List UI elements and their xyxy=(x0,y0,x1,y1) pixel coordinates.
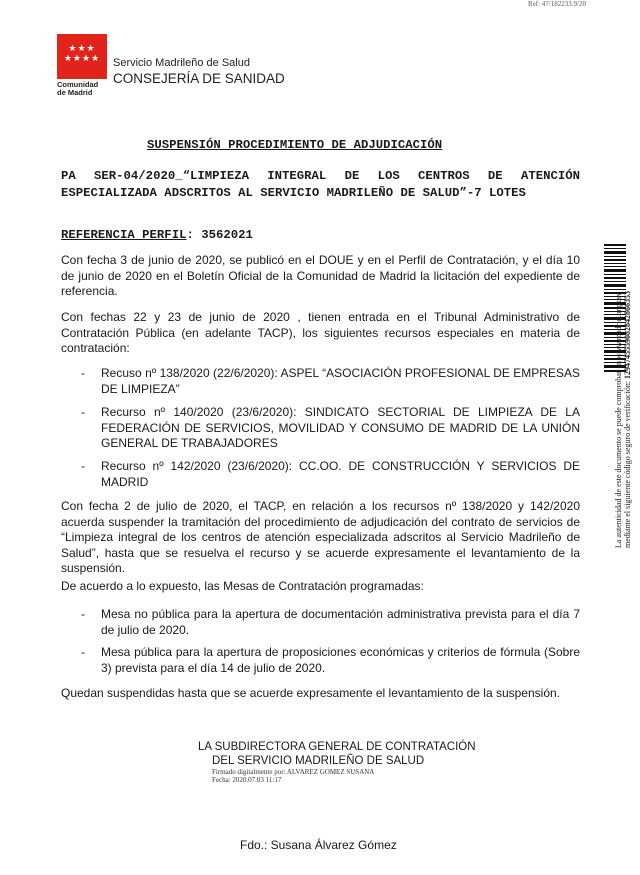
comunidad-madrid-logo xyxy=(57,34,107,79)
signatory-title: LA SUBDIRECTORA GENERAL DE CONTRATACIÓN xyxy=(198,741,476,753)
list-item-mesa-1: Mesa no pública para la apertura de documentación administrativa prevista para el día 7 de julio de 2020. xyxy=(101,607,580,637)
profile-reference xyxy=(61,228,253,242)
department-name: CONSEJERÍA DE SANIDAD xyxy=(113,71,285,86)
signatory-organization: DEL SERVICIO MADRILEÑO DE SALUD xyxy=(212,755,425,767)
list-item-recurso-3: Recurso nº 142/2020 (23/6/2020): CC.OO. DE CONSTRUCCIÓN Y SERVICIOS DE MADRID xyxy=(101,459,580,489)
reference-value: : 3562021 xyxy=(186,228,253,242)
list-item-recurso-2: Recurso nº 140/2020 (23/6/2020): SINDICATO SECTORIAL DE LIMPIEZA DE LA FEDERACIÓN DE SERVICIOS, MOVILIDAD Y CONSUMO DE MADRID DE LA UNIÓN GENERAL DE TRABAJADORES xyxy=(101,405,580,450)
list-bullet: - xyxy=(81,645,85,659)
signature-date: Fecha: 2020.07.03 11:17 xyxy=(212,776,282,784)
list-item-mesa-2: Mesa pública para la apertura de proposiciones económicas y criterios de fórmula (Sobre 3) prevista para el día 14 de julio de 2020. xyxy=(101,645,580,675)
paragraph-suspension: Con fecha 2 de julio de 2020, el TACP, en relación a los recursos nº 138/2020 y 142/2020 acuerda suspender la tramitación del procedimiento de adjudicación del contrato de servicios de “Limpieza integral de los centros de atención especializada adscritos al Servicio Madrileño de Salud”, hasta que se resuelva el recurso y se acuerde expresamente el levantamiento de la suspensión. xyxy=(61,499,580,575)
paragraph-mesas-intro: De acuerdo a lo expuesto, las Mesas de Contratación programadas: xyxy=(61,579,424,593)
paragraph-publication: Con fecha 3 de junio de 2020, se publicó en el DOUE y en el Perfil de Contratación, y el día 10 de junio de 2020 en el Boletín Oficial de la Comunidad de Madrid la licitación del expediente de referencia. xyxy=(61,253,580,298)
logo-stars-icon: ★★★ ★★★★ xyxy=(63,43,101,63)
authenticity-line-2 xyxy=(623,291,632,548)
reference-number-top: Ref: 47/182233.9/20 xyxy=(528,0,586,8)
list-bullet: - xyxy=(81,607,85,621)
authenticity-prefix: mediante el siguiente código seguro de verificación: xyxy=(623,378,632,548)
organization-name: Servicio Madrileño de Salud xyxy=(113,57,250,69)
document-title: SUSPENSIÓN PROCEDIMIENTO DE ADJUDICACIÓN xyxy=(147,138,443,152)
paragraph-closing: Quedan suspendidas hasta que se acuerde expresamente el levantamiento de la suspensión. xyxy=(61,686,561,700)
reference-label: REFERENCIA PERFIL xyxy=(61,228,187,242)
digital-signature-note: Firmado digitalmente por: ALVAREZ GOMEZ SUSANA xyxy=(212,768,375,776)
list-bullet: - xyxy=(81,405,85,419)
verification-code: 1294745559082842866353 xyxy=(623,290,632,379)
document-subject: PA SER-04/2020_“LIMPIEZA INTEGRAL DE LOS CENTROS DE ATENCIÓN ESPECIALIZADA ADSCRITOS AL SERVICIO MADRILEÑO DE SALUD”-7 LOTES xyxy=(61,169,580,200)
list-item-recurso-1: Recuso nº 138/2020 (22/6/2020): ASPEL “ASOCIACIÓN PROFESIONAL DE EMPRESAS DE LIMPIEZA” xyxy=(101,366,580,396)
paragraph-appeals: Con fechas 22 y 23 de junio de 2020 , tienen entrada en el Tribunal Administrativo de Contratación Pública (en adelante TACP), los siguientes recursos especiales en materia de contratación: xyxy=(61,310,580,355)
signer-name: Fdo.: Susana Álvarez Gómez xyxy=(240,838,397,852)
list-bullet: - xyxy=(81,366,85,380)
authenticity-note xyxy=(614,291,632,548)
authenticity-line-1: La autenticidad de este documento se puede comprobar en www.madrid.org/csv xyxy=(614,292,623,548)
list-bullet: - xyxy=(81,459,85,473)
logo-label: Comunidad de Madrid xyxy=(57,80,99,97)
